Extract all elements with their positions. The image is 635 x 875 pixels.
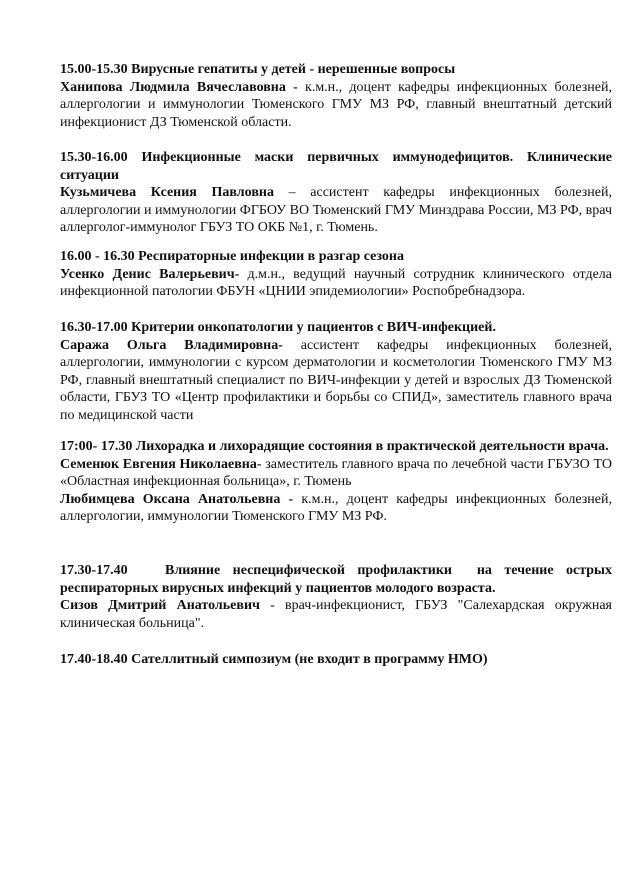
- speaker-name: Любимцева Оксана Анатольевна -: [60, 491, 294, 507]
- session-1: [60, 61, 612, 131]
- speaker-desc: к.м.н., доцент кафедры инфекционных болезней, аллергологии и иммунологии Тюменского ГМУ МЗ РФ, главный внештатный детский инфекционист ДЗ Тюменской области.: [60, 79, 612, 130]
- session-2: [60, 149, 612, 237]
- speaker-desc: ассистент кафедры инфекционных болезней, аллергологии, иммунологии с курсом дерматологии и косметологии Тюменского ГМУ МЗ РФ, главный внештатный специалист по ВИЧ-инфекции у детей и взрослых ДЗ Тюменской области, ГБУЗ ТО «Центр профилактики и борьбы со СПИД», заместитель главного врача по медицинской части: [60, 337, 612, 423]
- speaker-desc: заместитель главного врача по лечебной части ГБУЗО ТО «Областная инфекционная больница», г. Тюмень: [60, 456, 612, 489]
- speaker-desc: - врач-инфекционист, ГБУЗ "Салехардская окружная клиническая больница".: [60, 598, 612, 631]
- session-title: 17.30-17.40 Влияние неспецифической профилактики на течение острых респираторных вирусных инфекций у пациентов молодого возраста.: [60, 563, 616, 596]
- speaker: [60, 184, 612, 237]
- speaker-name: Ханипова Людмила Вячеславовна -: [60, 79, 298, 95]
- session-title: 16.30-17.00 Критерии онкопатологии у пациентов с ВИЧ-инфекцией.: [60, 320, 496, 335]
- speaker: [60, 266, 612, 301]
- speaker-desc: д.м.н., ведущий научный сотрудник клинического отдела инфекционной патологии ФБУН «ЦНИИ эпидемиологии» Роспобребнадзора.: [60, 266, 612, 299]
- session-title: 17.40-18.40 Сателлитный симпозиум (не входит в программу НМО): [60, 652, 488, 667]
- session-title: 16.00 - 16.30 Респираторные инфекции в разгар сезона: [60, 249, 404, 264]
- session-title: 15.00-15.30 Вирусные гепатиты у детей - нерешенные вопросы: [60, 62, 456, 77]
- speaker-name: Саража Ольга Владимировна-: [60, 337, 283, 353]
- speaker: [60, 597, 612, 632]
- speaker-name: Семенюк Евгения Николаевна-: [60, 456, 262, 472]
- session-title: 15.30-16.00 Инфекционные маски первичных иммунодефицитов. Клинические ситуации: [60, 150, 612, 183]
- session-5: [60, 438, 612, 526]
- speaker-name: Усенко Денис Валерьевич-: [60, 266, 240, 282]
- session-6: [60, 562, 616, 632]
- speaker-desc: – ассистент кафедры инфекционных болезней, аллергологии и иммунологии ФГБОУ ВО Тюменский ГМУ Минздрава России, МЗ РФ, врач аллерголог-иммунолог ГБУЗ ТО ОКБ №1, г. Тюмень.: [60, 185, 612, 235]
- speaker: [60, 491, 612, 526]
- speaker-name: Сизов Дмитрий Анатольевич: [60, 598, 260, 613]
- speaker: [60, 456, 612, 491]
- session-7: [60, 651, 612, 669]
- speaker: [60, 337, 612, 425]
- speaker-desc: к.м.н., доцент кафедры инфекционных болезней, аллергологии, иммунологии Тюменского ГМУ МЗ РФ.: [60, 491, 613, 524]
- speaker: [60, 79, 612, 132]
- speaker-name: Кузьмичева Ксения Павловна: [60, 185, 274, 200]
- session-4: [60, 319, 612, 424]
- session-3: [60, 248, 612, 301]
- session-title: 17:00- 17.30 Лихорадка и лихорадящие состояния в практической деятельности врача.: [60, 439, 609, 454]
